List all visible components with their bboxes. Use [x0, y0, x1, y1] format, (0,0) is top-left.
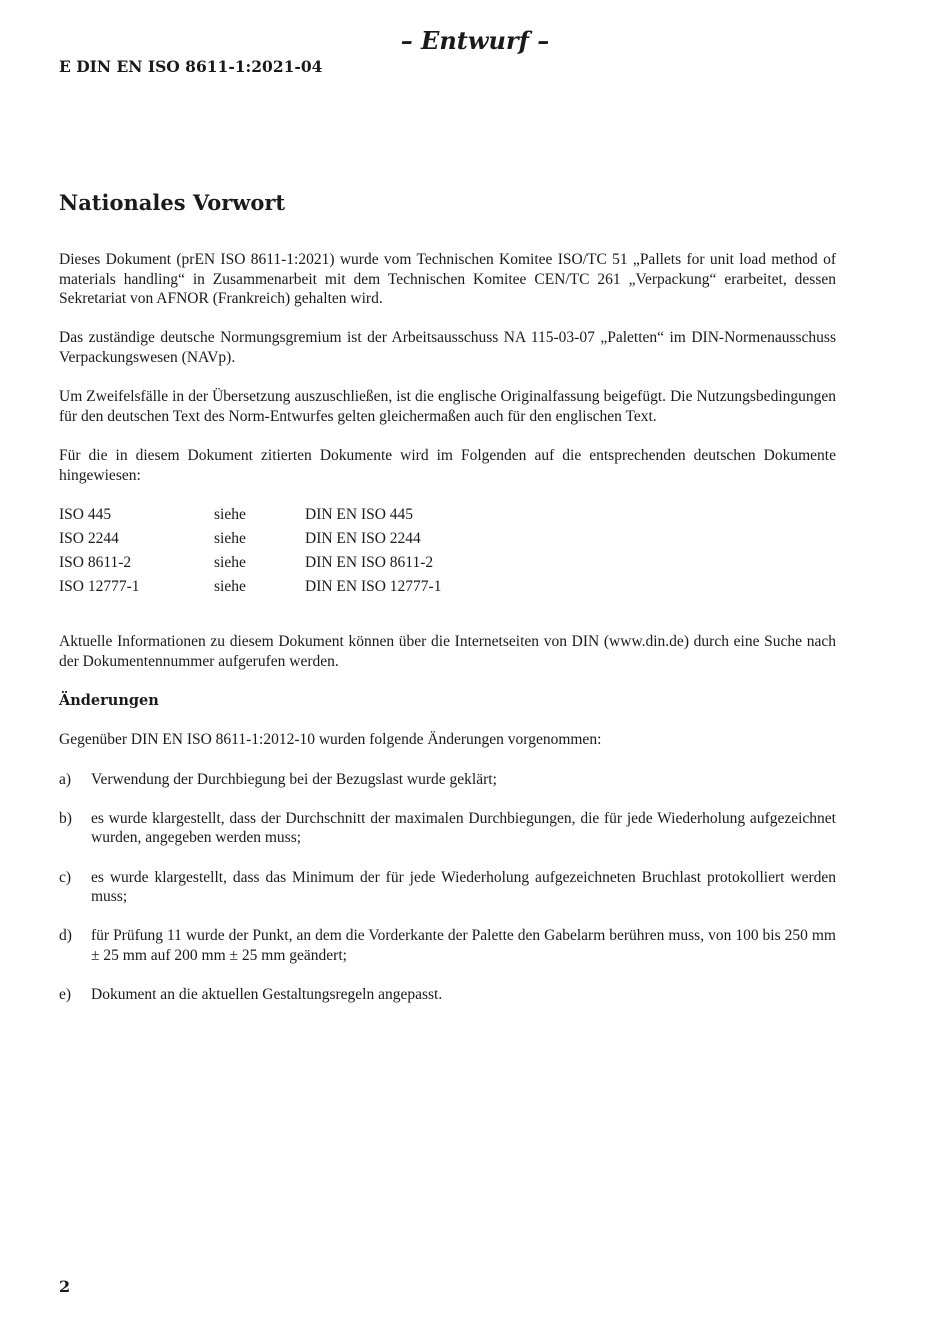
list-item-text: für Prüfung 11 wurde der Punkt, an dem die Vorderkante der Palette den Gabelarm berühren muss, von 100 bis 250 mm ± 25 mm auf 200 mm ± 25 mm geändert;: [91, 927, 836, 964]
table-row: [59, 577, 441, 601]
list-item: [59, 868, 836, 907]
changes-list: [59, 770, 836, 1005]
iso-reference: ISO 445: [59, 505, 112, 523]
list-marker: e): [59, 986, 72, 1004]
see-label: siehe: [214, 554, 246, 572]
changes-heading: Änderungen: [59, 692, 159, 710]
table-row: [59, 505, 441, 529]
iso-reference: ISO 2244: [59, 529, 119, 547]
din-reference: DIN EN ISO 445: [305, 505, 414, 523]
list-item: [59, 809, 836, 848]
info-paragraph: Aktuelle Informationen zu diesem Dokument können über die Internetseiten von DIN (www.din.de) durch eine Suche nach der Dokumentennummer aufgerufen werden.: [59, 633, 836, 671]
din-reference: DIN EN ISO 12777-1: [305, 578, 442, 596]
list-item-text: Verwendung der Durchbiegung bei der Bezugslast wurde geklärt;: [91, 770, 497, 788]
list-marker: b): [59, 809, 72, 827]
see-label: siehe: [214, 578, 246, 596]
changes-intro: Gegenüber DIN EN ISO 8611-1:2012-10 wurden folgende Änderungen vorgenommen:: [59, 731, 602, 749]
main-content: [59, 186, 836, 1024]
paragraph: Dieses Dokument (prEN ISO 8611-1:2021) wurde vom Technischen Komitee ISO/TC 51 „Pallets for unit load method of materials handling“ in Zusammenarbeit mit dem Technischen Komitee CEN/TC 261 „Verpackung“ erarbeitet, dessen Sekretariat von AFNOR (Frankreich) gehalten wird.: [59, 251, 836, 308]
list-item: [59, 985, 836, 1005]
din-reference: DIN EN ISO 8611-2: [305, 554, 434, 572]
document-id: E DIN EN ISO 8611-1:2021-04: [59, 57, 323, 76]
page-number: 2: [59, 1277, 71, 1296]
reference-table: [59, 505, 441, 602]
table-row: [59, 529, 441, 553]
paragraph: Für die in diesem Dokument zitierten Dokumente wird im Folgenden auf die entsprechenden deutschen Dokumente hingewiesen:: [59, 446, 836, 484]
list-item-text: Dokument an die aktuellen Gestaltungsregeln angepasst.: [91, 986, 443, 1004]
see-label: siehe: [214, 529, 246, 547]
list-item: [59, 770, 836, 790]
draft-watermark: – Entwurf –: [400, 26, 550, 55]
list-item: [59, 926, 836, 965]
iso-reference: ISO 12777-1: [59, 578, 140, 596]
list-marker: c): [59, 868, 72, 886]
list-marker: d): [59, 927, 72, 945]
list-item-text: es wurde klargestellt, dass das Minimum der für jede Wiederholung aufgezeichneten Bruchlast protokolliert werden muss;: [91, 868, 836, 906]
table-row: [59, 553, 441, 577]
list-marker: a): [59, 770, 72, 788]
list-item-text: es wurde klargestellt, dass der Durchschnitt der maximalen Durchbiegungen, die für jede Wiederholung aufgezeichnet wurden, angegeben werden muss;: [91, 809, 836, 847]
section-title: Nationales Vorwort: [59, 190, 286, 215]
paragraph: Um Zweifelsfälle in der Übersetzung auszuschließen, ist die englische Originalfassung beigefügt. Die Nutzungsbedingungen für den deutschen Text des Norm-Entwurfes gelten gleichermaßen auch für den englischen Text.: [59, 388, 836, 425]
see-label: siehe: [214, 505, 246, 523]
din-reference: DIN EN ISO 2244: [305, 529, 421, 547]
paragraph: Das zuständige deutsche Normungsgremium ist der Arbeitsausschuss NA 115-03-07 „Paletten“ im DIN-Normenausschuss Verpackungswesen (NAVp).: [59, 329, 836, 366]
iso-reference: ISO 8611-2: [59, 554, 132, 572]
